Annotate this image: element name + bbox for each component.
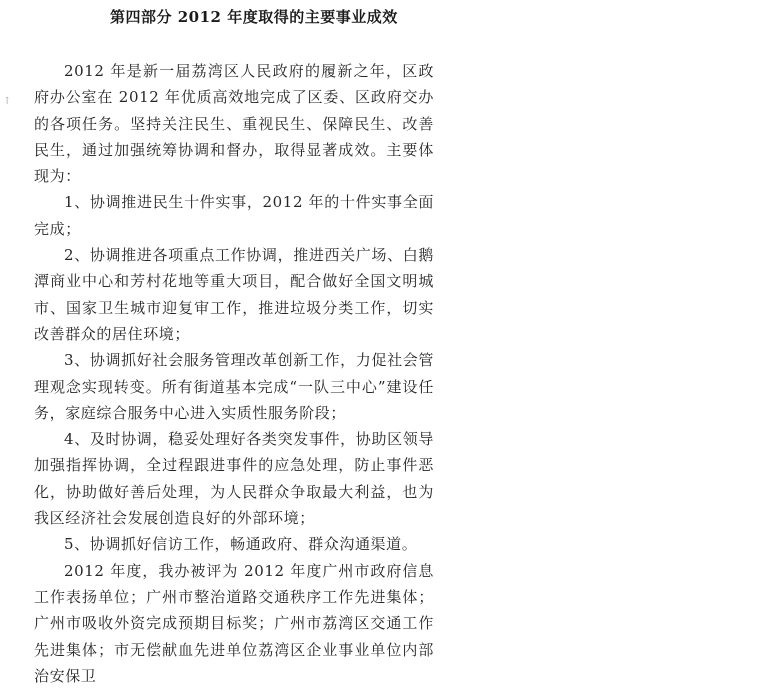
paragraph-item-1: 1、协调推进民生十件实事，2012 年的十件实事全面完成； xyxy=(34,193,434,238)
section-title: 第四部分 2012 年度取得的主要事业成效 xyxy=(110,8,398,26)
paragraph-item-5: 5、协调抓好信访工作，畅通政府、群众沟通渠道。 xyxy=(64,535,418,554)
paragraph-awards: 2012 年度，我办被评为 2012 年度广州市政府信息工作表扬单位；广州市整治道路交通秩序工作先进集体；广州市吸收外资完成预期目标奖；广州市荔湾区交通工作先进集体；市无偿献血先进单位荔湾区企业事业单位内部治安保卫 xyxy=(34,561,434,685)
margin-mark: ↑ xyxy=(3,96,12,107)
paragraph-item-2: 2、协调推进各项重点工作协调，推进西关广场、白鹅潭商业中心和芳村花地等重大项目，配合做好全国文明城市、国家卫生城市迎复审工作，推进垃圾分类工作，切实改善群众的居住环境； xyxy=(34,246,434,343)
paragraph-item-3: 3、协调抓好社会服务管理改革创新工作，力促社会管理观念实现转变。所有街道基本完成“一队三中心”建设任务，家庭综合服务中心进入实质性服务阶段； xyxy=(34,351,434,422)
paragraph-intro: 2012 年是新一届荔湾区人民政府的履新之年，区政府办公室在 2012 年优质高效地完成了区委、区政府交办的各项任务。坚持关注民生、重视民生、保障民生、改善民生，通过加强统筹协调和督办，取得显著成效。主要体现为： xyxy=(34,62,434,186)
paragraph-item-4: 4、及时协调，稳妥处理好各类突发事件，协助区领导加强指挥协调，全过程跟进事件的应急处理，防止事件恶化，协助做好善后处理，为人民群众争取最大利益，也为我区经济社会发展创造良好的外部环境； xyxy=(34,430,434,528)
body-text xyxy=(34,58,434,689)
